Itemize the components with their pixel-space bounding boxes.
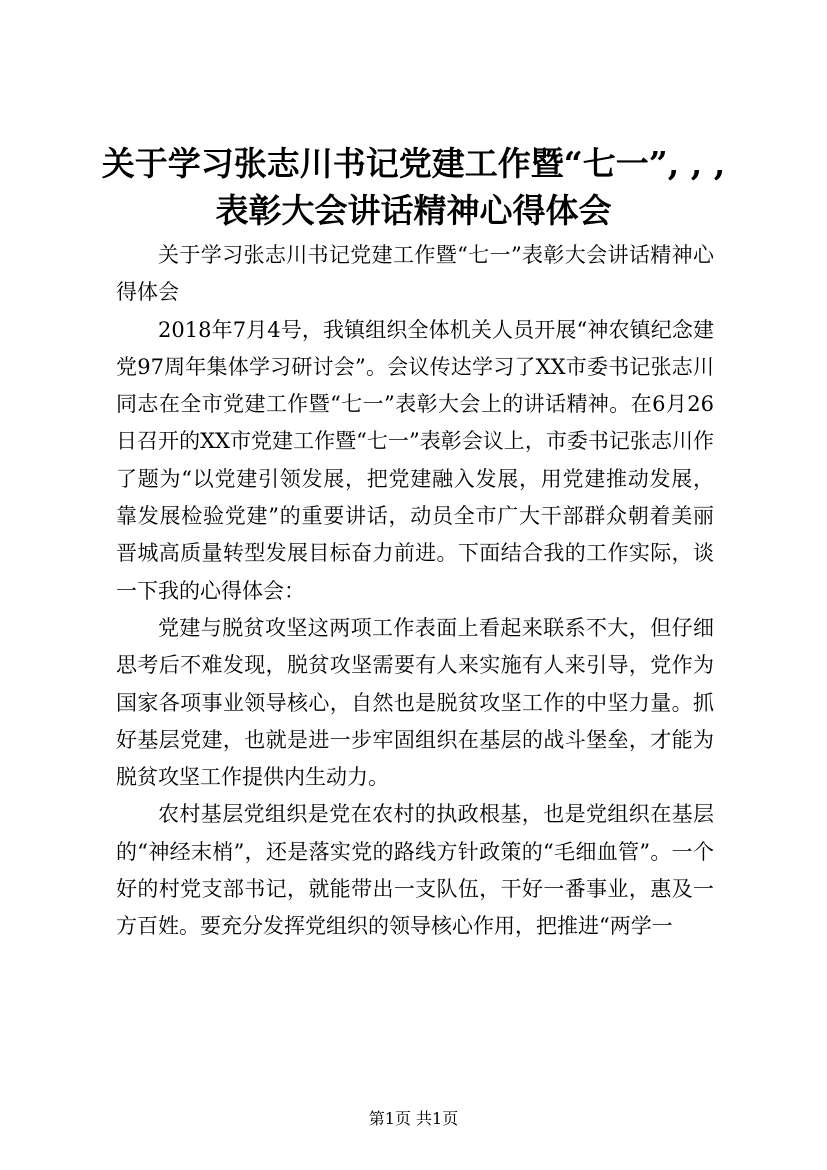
paragraph-1: 关于学习张志川书记党建工作暨“七一”表彰大会讲话精神心得体会 <box>116 243 714 305</box>
paragraph-3: 党建与脱贫攻坚这两项工作表面上看起来联系不大，但仔细思考后不难发现，脱贫攻坚需要有人来实施有人来引导，党作为国家各项事业领导核心，自然也是脱贫攻坚工作的中坚力量。抓好基层党建，也就是进一步牢固组织在基层的战斗堡垒，才能为脱贫攻坚工作提供内生动力。 <box>116 615 714 790</box>
document-body <box>116 237 714 946</box>
paragraph-2: 2018年7月4号，我镇组织全体机关人员开展“神农镇纪念建党97周年集体学习研讨会”。会议传达学习了XX市委书记张志川同志在全市党建工作暨“七一”表彰大会上的讲话精神。在6月26日召开的XX市党建工作暨“七一”表彰会议上，市委书记张志川作了题为“以党建引领发展，把党建融入发展，用党建推动发展，靠发展检验党建”的重要讲话，动员全市广大干部群众朝着美丽晋城高质量转型发展目标奋力前进。下面结合我的工作实际，谈一下我的心得体会： <box>116 317 714 603</box>
page-footer: 第1页 共1页 <box>368 1109 459 1128</box>
document-title <box>100 140 727 234</box>
title-line-2: 表彰大会讲话精神心得体会 <box>215 191 612 230</box>
paragraph-4: 农村基层党组织是党在农村的执政根基，也是党组织在基层的“神经末梢”，还是落实党的路线方针政策的“毛细血管”。一个好的村党支部书记，就能带出一支队伍，干好一番事业，惠及一方百姓。要充分发挥党组织的领导核心作用，把推进“两学一 <box>116 802 714 939</box>
title-line-1: 关于学习张志川书记党建工作暨“七一”, , , <box>101 144 726 183</box>
